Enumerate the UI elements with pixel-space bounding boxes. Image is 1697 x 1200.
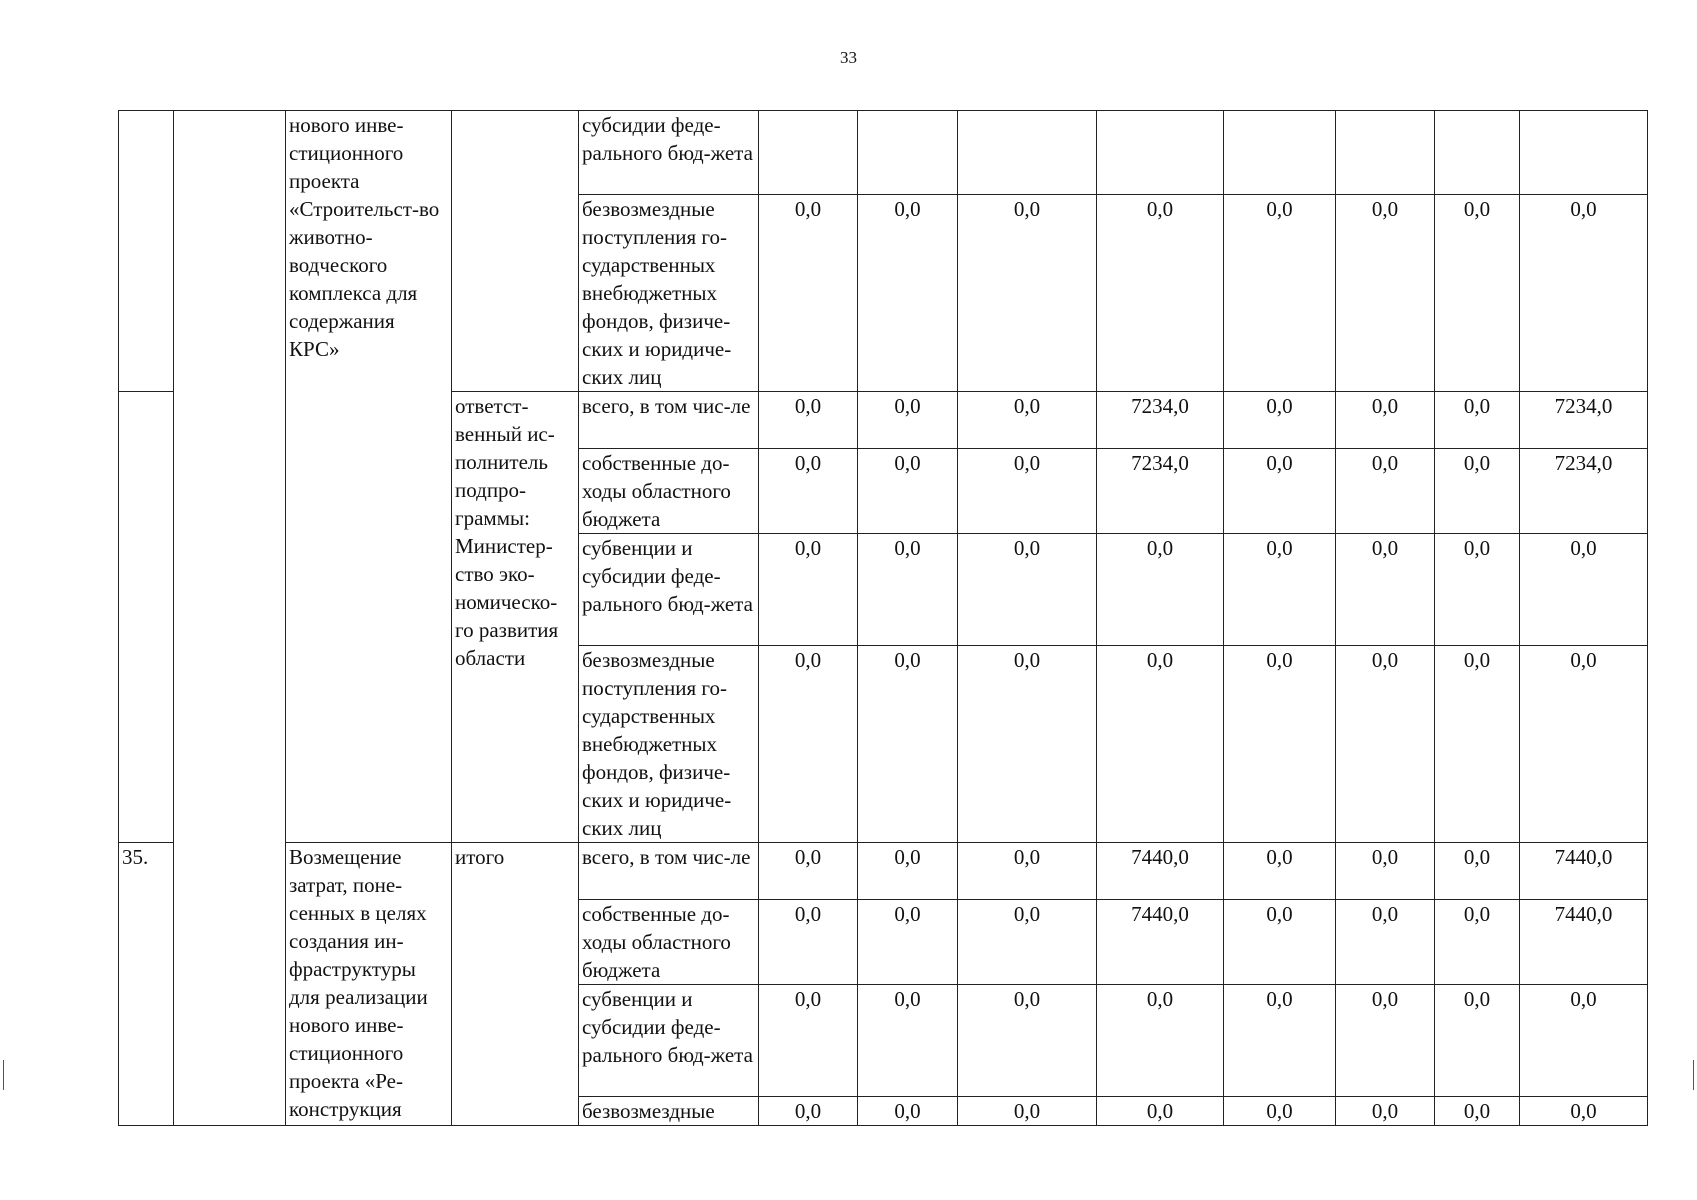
value-cell: 0,0	[759, 195, 858, 392]
project-name-cell: нового инве-стиционного проекта «Строительст-во животно-водческого комплекса для содержания КРС»	[286, 111, 452, 843]
value-cell: 0,0	[858, 646, 958, 843]
value-cell	[1336, 111, 1435, 195]
table-row	[119, 111, 1648, 195]
value-cell: 0,0	[858, 985, 958, 1097]
value-cell	[1224, 111, 1336, 195]
value-cell: 7440,0	[1097, 843, 1224, 900]
value-cell: 0,0	[1336, 195, 1435, 392]
value-cell: 0,0	[1520, 1097, 1648, 1126]
value-cell: 0,0	[1224, 646, 1336, 843]
value-cell: 0,0	[958, 646, 1097, 843]
value-cell: 0,0	[1224, 195, 1336, 392]
value-cell: 0,0	[1336, 449, 1435, 534]
row-number-cell	[119, 111, 174, 392]
value-cell: 0,0	[1336, 900, 1435, 985]
value-cell: 0,0	[1435, 646, 1520, 843]
value-cell: 0,0	[858, 1097, 958, 1126]
value-cell: 0,0	[1224, 985, 1336, 1097]
scan-edge-mark	[3, 1060, 4, 1090]
executor-cell: итого	[452, 843, 579, 1126]
row-number-cell: 35.	[119, 843, 174, 1126]
value-cell: 0,0	[1336, 843, 1435, 900]
value-cell: 0,0	[1520, 195, 1648, 392]
value-cell: 0,0	[858, 392, 958, 449]
value-cell	[958, 111, 1097, 195]
value-cell: 0,0	[1097, 985, 1224, 1097]
value-cell: 0,0	[759, 392, 858, 449]
value-cell: 0,0	[759, 985, 858, 1097]
value-cell: 0,0	[1097, 1097, 1224, 1126]
value-cell: 0,0	[1435, 843, 1520, 900]
funding-source-cell: безвозмездные поступления го-сударственных внебюджетных фондов, физиче-ских и юридиче-ских лиц	[579, 646, 759, 843]
value-cell: 0,0	[1520, 985, 1648, 1097]
executor-cell	[452, 111, 579, 392]
value-cell: 0,0	[759, 646, 858, 843]
value-cell: 7440,0	[1520, 900, 1648, 985]
funding-source-cell: безвозмездные поступления го-сударственных внебюджетных фондов, физиче-ских и юридиче-ских лиц	[579, 195, 759, 392]
funding-source-cell: субвенции и субсидии феде-рального бюд-жета	[579, 534, 759, 646]
value-cell: 7440,0	[1520, 843, 1648, 900]
funding-source-cell: собственные до-ходы областного бюджета	[579, 900, 759, 985]
scan-edge-mark	[1693, 1060, 1694, 1090]
value-cell: 0,0	[1224, 534, 1336, 646]
value-cell: 0,0	[1336, 985, 1435, 1097]
funding-source-cell: всего, в том чис-ле	[579, 392, 759, 449]
value-cell: 0,0	[759, 1097, 858, 1126]
value-cell: 0,0	[1435, 1097, 1520, 1126]
value-cell: 0,0	[1336, 1097, 1435, 1126]
value-cell: 0,0	[759, 449, 858, 534]
value-cell	[1097, 111, 1224, 195]
value-cell: 0,0	[958, 534, 1097, 646]
value-cell: 0,0	[1336, 392, 1435, 449]
blank-column-cell	[174, 111, 286, 1126]
value-cell: 0,0	[1097, 195, 1224, 392]
value-cell: 7440,0	[1097, 900, 1224, 985]
value-cell: 0,0	[1435, 195, 1520, 392]
value-cell: 7234,0	[1097, 392, 1224, 449]
value-cell	[858, 111, 958, 195]
value-cell: 0,0	[958, 392, 1097, 449]
value-cell: 7234,0	[1097, 449, 1224, 534]
funding-source-cell: всего, в том чис-ле	[579, 843, 759, 900]
row-number-cell	[119, 392, 174, 843]
value-cell: 0,0	[958, 195, 1097, 392]
value-cell: 0,0	[1435, 534, 1520, 646]
value-cell: 0,0	[1097, 534, 1224, 646]
value-cell: 0,0	[858, 900, 958, 985]
project-name-cell: Возмещение затрат, поне-сенных в целях создания ин-фраструктуры для реализации нового инве-стиционного проекта «Ре-конструкция	[286, 843, 452, 1126]
value-cell: 0,0	[958, 985, 1097, 1097]
value-cell: 0,0	[759, 534, 858, 646]
value-cell: 0,0	[1520, 534, 1648, 646]
funding-source-cell: субсидии феде-рального бюд-жета	[579, 111, 759, 195]
value-cell: 0,0	[858, 534, 958, 646]
value-cell: 0,0	[858, 449, 958, 534]
budget-table	[118, 110, 1648, 1126]
value-cell: 0,0	[1224, 900, 1336, 985]
value-cell: 0,0	[1435, 985, 1520, 1097]
value-cell: 0,0	[1224, 392, 1336, 449]
value-cell	[1435, 111, 1520, 195]
value-cell: 0,0	[1435, 392, 1520, 449]
funding-source-cell: безвозмездные	[579, 1097, 759, 1126]
value-cell: 0,0	[1435, 449, 1520, 534]
value-cell: 0,0	[1520, 646, 1648, 843]
value-cell	[759, 111, 858, 195]
value-cell: 0,0	[958, 843, 1097, 900]
funding-source-cell: субвенции и субсидии феде-рального бюд-жета	[579, 985, 759, 1097]
value-cell: 0,0	[858, 195, 958, 392]
value-cell: 0,0	[1435, 900, 1520, 985]
executor-cell: ответст-венный ис-полнитель подпро-граммы: Министер-ство эко-номическо-го развития области	[452, 392, 579, 843]
value-cell: 0,0	[958, 449, 1097, 534]
value-cell: 0,0	[1336, 646, 1435, 843]
value-cell: 0,0	[759, 843, 858, 900]
value-cell: 0,0	[1224, 449, 1336, 534]
value-cell: 0,0	[858, 843, 958, 900]
value-cell: 0,0	[759, 900, 858, 985]
value-cell: 0,0	[1336, 534, 1435, 646]
value-cell	[1520, 111, 1648, 195]
funding-source-cell: собственные до-ходы областного бюджета	[579, 449, 759, 534]
value-cell: 7234,0	[1520, 449, 1648, 534]
value-cell: 0,0	[958, 1097, 1097, 1126]
value-cell: 7234,0	[1520, 392, 1648, 449]
value-cell: 0,0	[958, 900, 1097, 985]
value-cell: 0,0	[1224, 843, 1336, 900]
value-cell: 0,0	[1097, 646, 1224, 843]
table-row	[119, 843, 1648, 900]
page-number: 33	[840, 48, 857, 67]
value-cell: 0,0	[1224, 1097, 1336, 1126]
